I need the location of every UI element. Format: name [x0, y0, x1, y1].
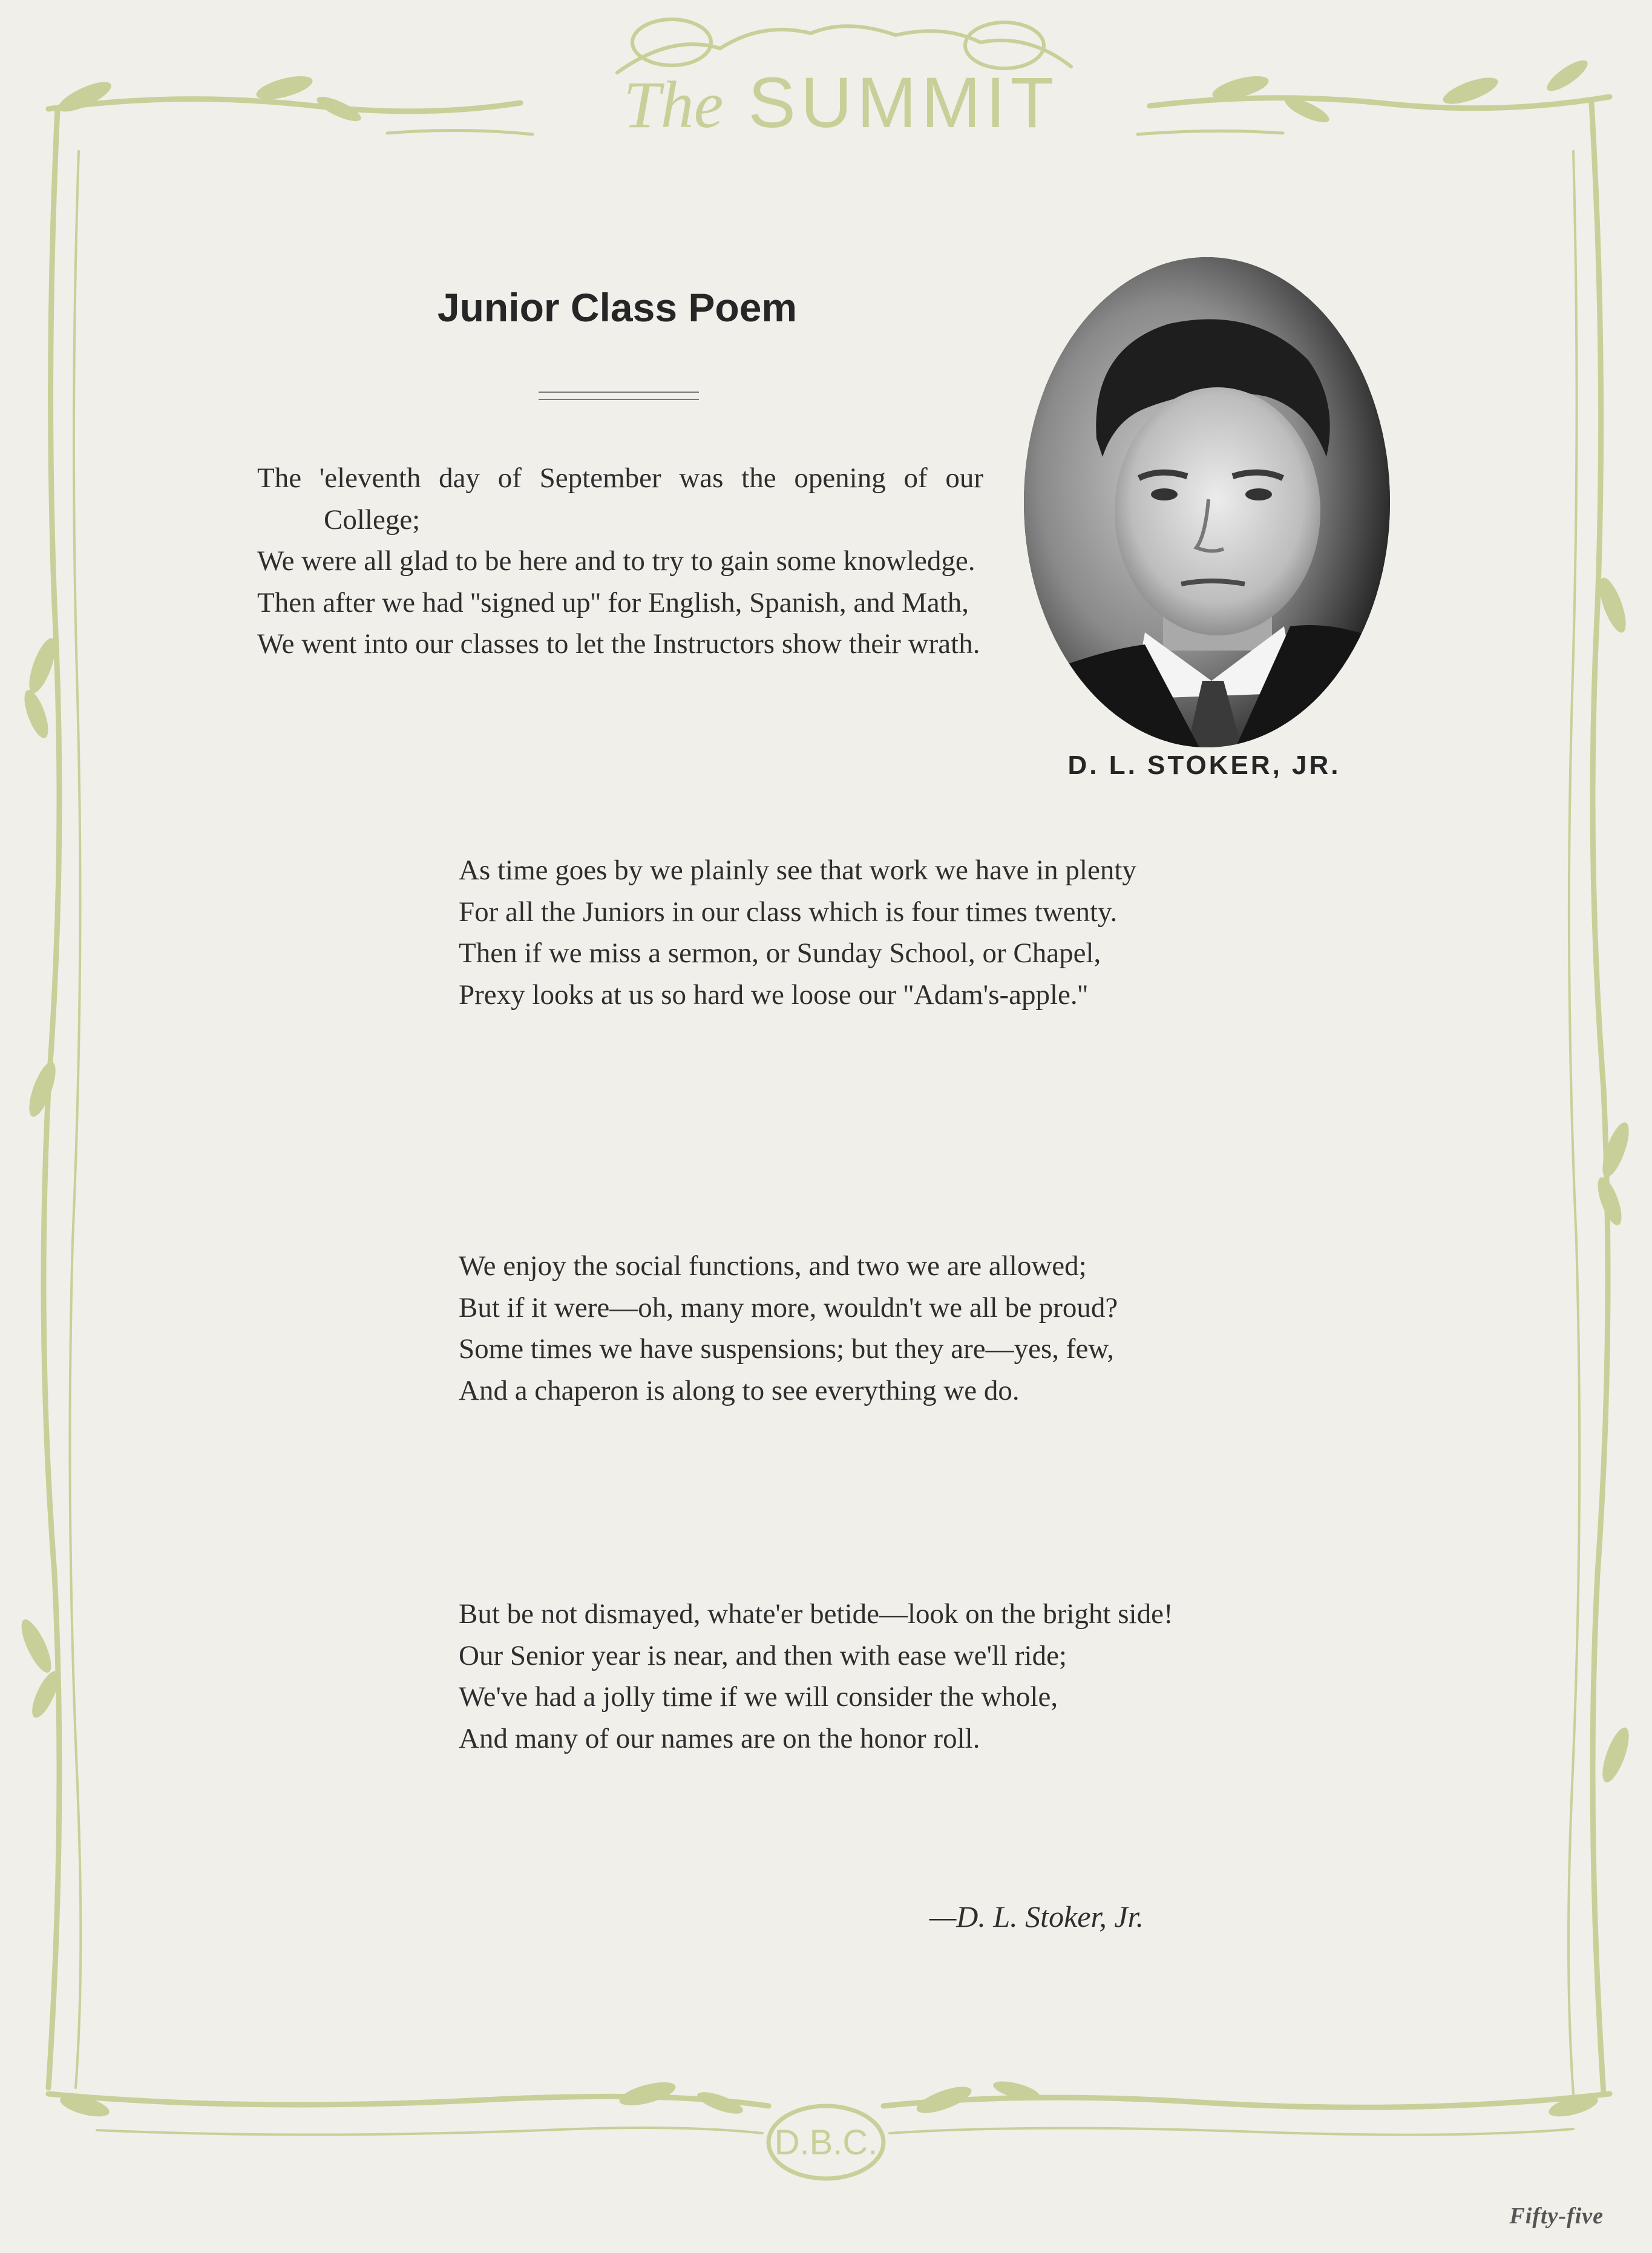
poem-line: We enjoy the social functions, and two we are allowed; [459, 1250, 1087, 1282]
poem-line: And a chaperon is along to see everything we do. [459, 1374, 1020, 1406]
header-title-main: SUMMIT [748, 63, 1059, 143]
header-title [508, 51, 1174, 154]
title-divider [539, 392, 699, 400]
footer-monogram: D.B.C. [774, 2123, 878, 2162]
poem-line: We were all glad to be here and to try to gain some knowledge. [257, 545, 975, 577]
poem-line: And many of our names are on the honor roll. [459, 1722, 980, 1754]
poem-line: For all the Juniors in our class which is four times twenty. [459, 896, 1118, 928]
poem-line: As time goes by we plainly see that work we have in plenty [459, 854, 1136, 886]
poem-line: The 'eleventh day of September was the opening of our College; [257, 462, 983, 536]
poem-stanza-2 [459, 850, 1182, 1015]
poem-stanza-3 [459, 1245, 1182, 1411]
poem-line: Then if we miss a sermon, or Sunday School, or Chapel, [459, 937, 1101, 969]
portrait-illustration [1024, 257, 1390, 747]
poem-line: Some times we have suspensions; but they are—yes, few, [459, 1333, 1114, 1365]
poem-line: Our Senior year is near, and then with ease we'll ride; [459, 1639, 1067, 1671]
poem-line: But if it were—oh, many more, wouldn't we all be proud? [459, 1291, 1118, 1323]
header-title-prefix: The [623, 68, 724, 142]
poem-stanza-1 [257, 457, 983, 665]
poem-line: But be not dismayed, whate'er betide—look on the bright side! [459, 1598, 1173, 1630]
poem-line: Then after we had ''signed up'' for English, Spanish, and Math, [257, 586, 969, 618]
poem-stanza-4 [459, 1593, 1182, 1759]
poem-line: Prexy looks at us so hard we loose our ''Adam's-apple.'' [459, 979, 1088, 1011]
portrait-photo [1024, 257, 1390, 747]
poem-line: We've had a jolly time if we will consider the whole, [459, 1681, 1058, 1713]
poem-title: Junior Class Poem [437, 285, 798, 330]
page-number: Fifty-five [1509, 2203, 1604, 2229]
portrait-caption: D. L. STOKER, JR. [1067, 750, 1341, 780]
poem-line: We went into our classes to let the Instructors show their wrath. [257, 628, 980, 660]
poem-signature: —D. L. Stoker, Jr. [929, 1900, 1144, 1933]
